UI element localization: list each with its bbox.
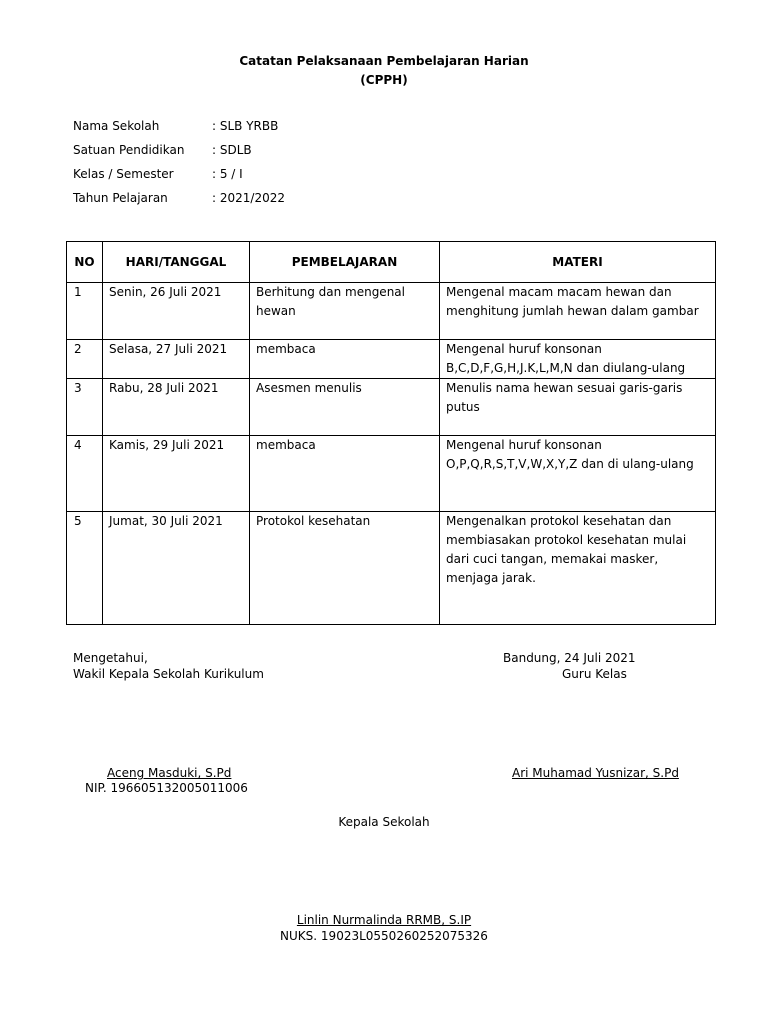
acknowledged-label: Mengetahui, (73, 651, 148, 665)
table-header-row (67, 242, 716, 283)
place-date: Bandung, 24 Juli 2021 (503, 651, 636, 665)
info-value-school: : SLB YRBB (212, 119, 279, 133)
cell-material: Mengenal huruf konsonan O,P,Q,R,S,T,V,W,X,Y,Z dan di ulang-ulang (440, 436, 716, 512)
col-header-date: HARI/TANGGAL (103, 242, 250, 283)
cell-lesson: membaca (250, 340, 440, 379)
teacher-title: Guru Kelas (562, 667, 627, 681)
cell-lesson: Berhitung dan mengenal hewan (250, 283, 440, 340)
cell-lesson: membaca (250, 436, 440, 512)
cell-no: 2 (67, 340, 103, 379)
principal-title: Kepala Sekolah (338, 815, 430, 829)
document-title: Catatan Pelaksanaan Pembelajaran Harian (239, 54, 529, 68)
cell-date: Kamis, 29 Juli 2021 (103, 436, 250, 512)
principal-name: Linlin Nurmalinda RRMB, S.IP (296, 913, 472, 927)
cell-no: 5 (67, 512, 103, 625)
table-row (67, 379, 716, 436)
info-label-year: Tahun Pelajaran (73, 191, 168, 205)
cell-material: Mengenal huruf konsonan B,C,D,F,G,H,J.K,L,M,N dan diulang-ulang (440, 340, 716, 379)
cell-no: 1 (67, 283, 103, 340)
table-row (67, 512, 716, 625)
cell-material: Mengenalkan protokol kesehatan dan membiasakan protokol kesehatan mulai dari cuci tangan, memakai masker, menjaga jarak. (440, 512, 716, 625)
table-row (67, 283, 716, 340)
info-value-year: : 2021/2022 (212, 191, 285, 205)
info-label-unit: Satuan Pendidikan (73, 143, 185, 157)
document-subtitle: (CPPH) (360, 73, 408, 87)
cell-lesson: Protokol kesehatan (250, 512, 440, 625)
cell-date: Rabu, 28 Juli 2021 (103, 379, 250, 436)
info-label-class: Kelas / Semester (73, 167, 174, 181)
table-row (67, 340, 716, 379)
col-header-material: MATERI (440, 242, 716, 283)
info-label-school: Nama Sekolah (73, 119, 160, 133)
vice-principal-title: Wakil Kepala Sekolah Kurikulum (73, 667, 264, 681)
cell-date: Senin, 26 Juli 2021 (103, 283, 250, 340)
cell-no: 4 (67, 436, 103, 512)
cell-lesson: Asesmen menulis (250, 379, 440, 436)
teacher-name: Ari Muhamad Yusnizar, S.Pd (512, 766, 679, 780)
info-value-unit: : SDLB (212, 143, 252, 157)
col-header-lesson: PEMBELAJARAN (250, 242, 440, 283)
col-header-no: NO (67, 242, 103, 283)
cell-date: Jumat, 30 Juli 2021 (103, 512, 250, 625)
vice-principal-name: Aceng Masduki, S.Pd (107, 766, 232, 780)
learning-log-table (66, 241, 716, 625)
cell-date: Selasa, 27 Juli 2021 (103, 340, 250, 379)
cell-material: Menulis nama hewan sesuai garis-garis putus (440, 379, 716, 436)
info-value-class: : 5 / I (212, 167, 243, 181)
principal-name-wrap (0, 913, 768, 927)
cell-no: 3 (67, 379, 103, 436)
table-row (67, 436, 716, 512)
principal-nuks: NUKS. 19023L0550260252075326 (280, 929, 488, 943)
vice-principal-nip: NIP. 196605132005011006 (85, 781, 248, 795)
cell-material: Mengenal macam macam hewan dan menghitung jumlah hewan dalam gambar (440, 283, 716, 340)
